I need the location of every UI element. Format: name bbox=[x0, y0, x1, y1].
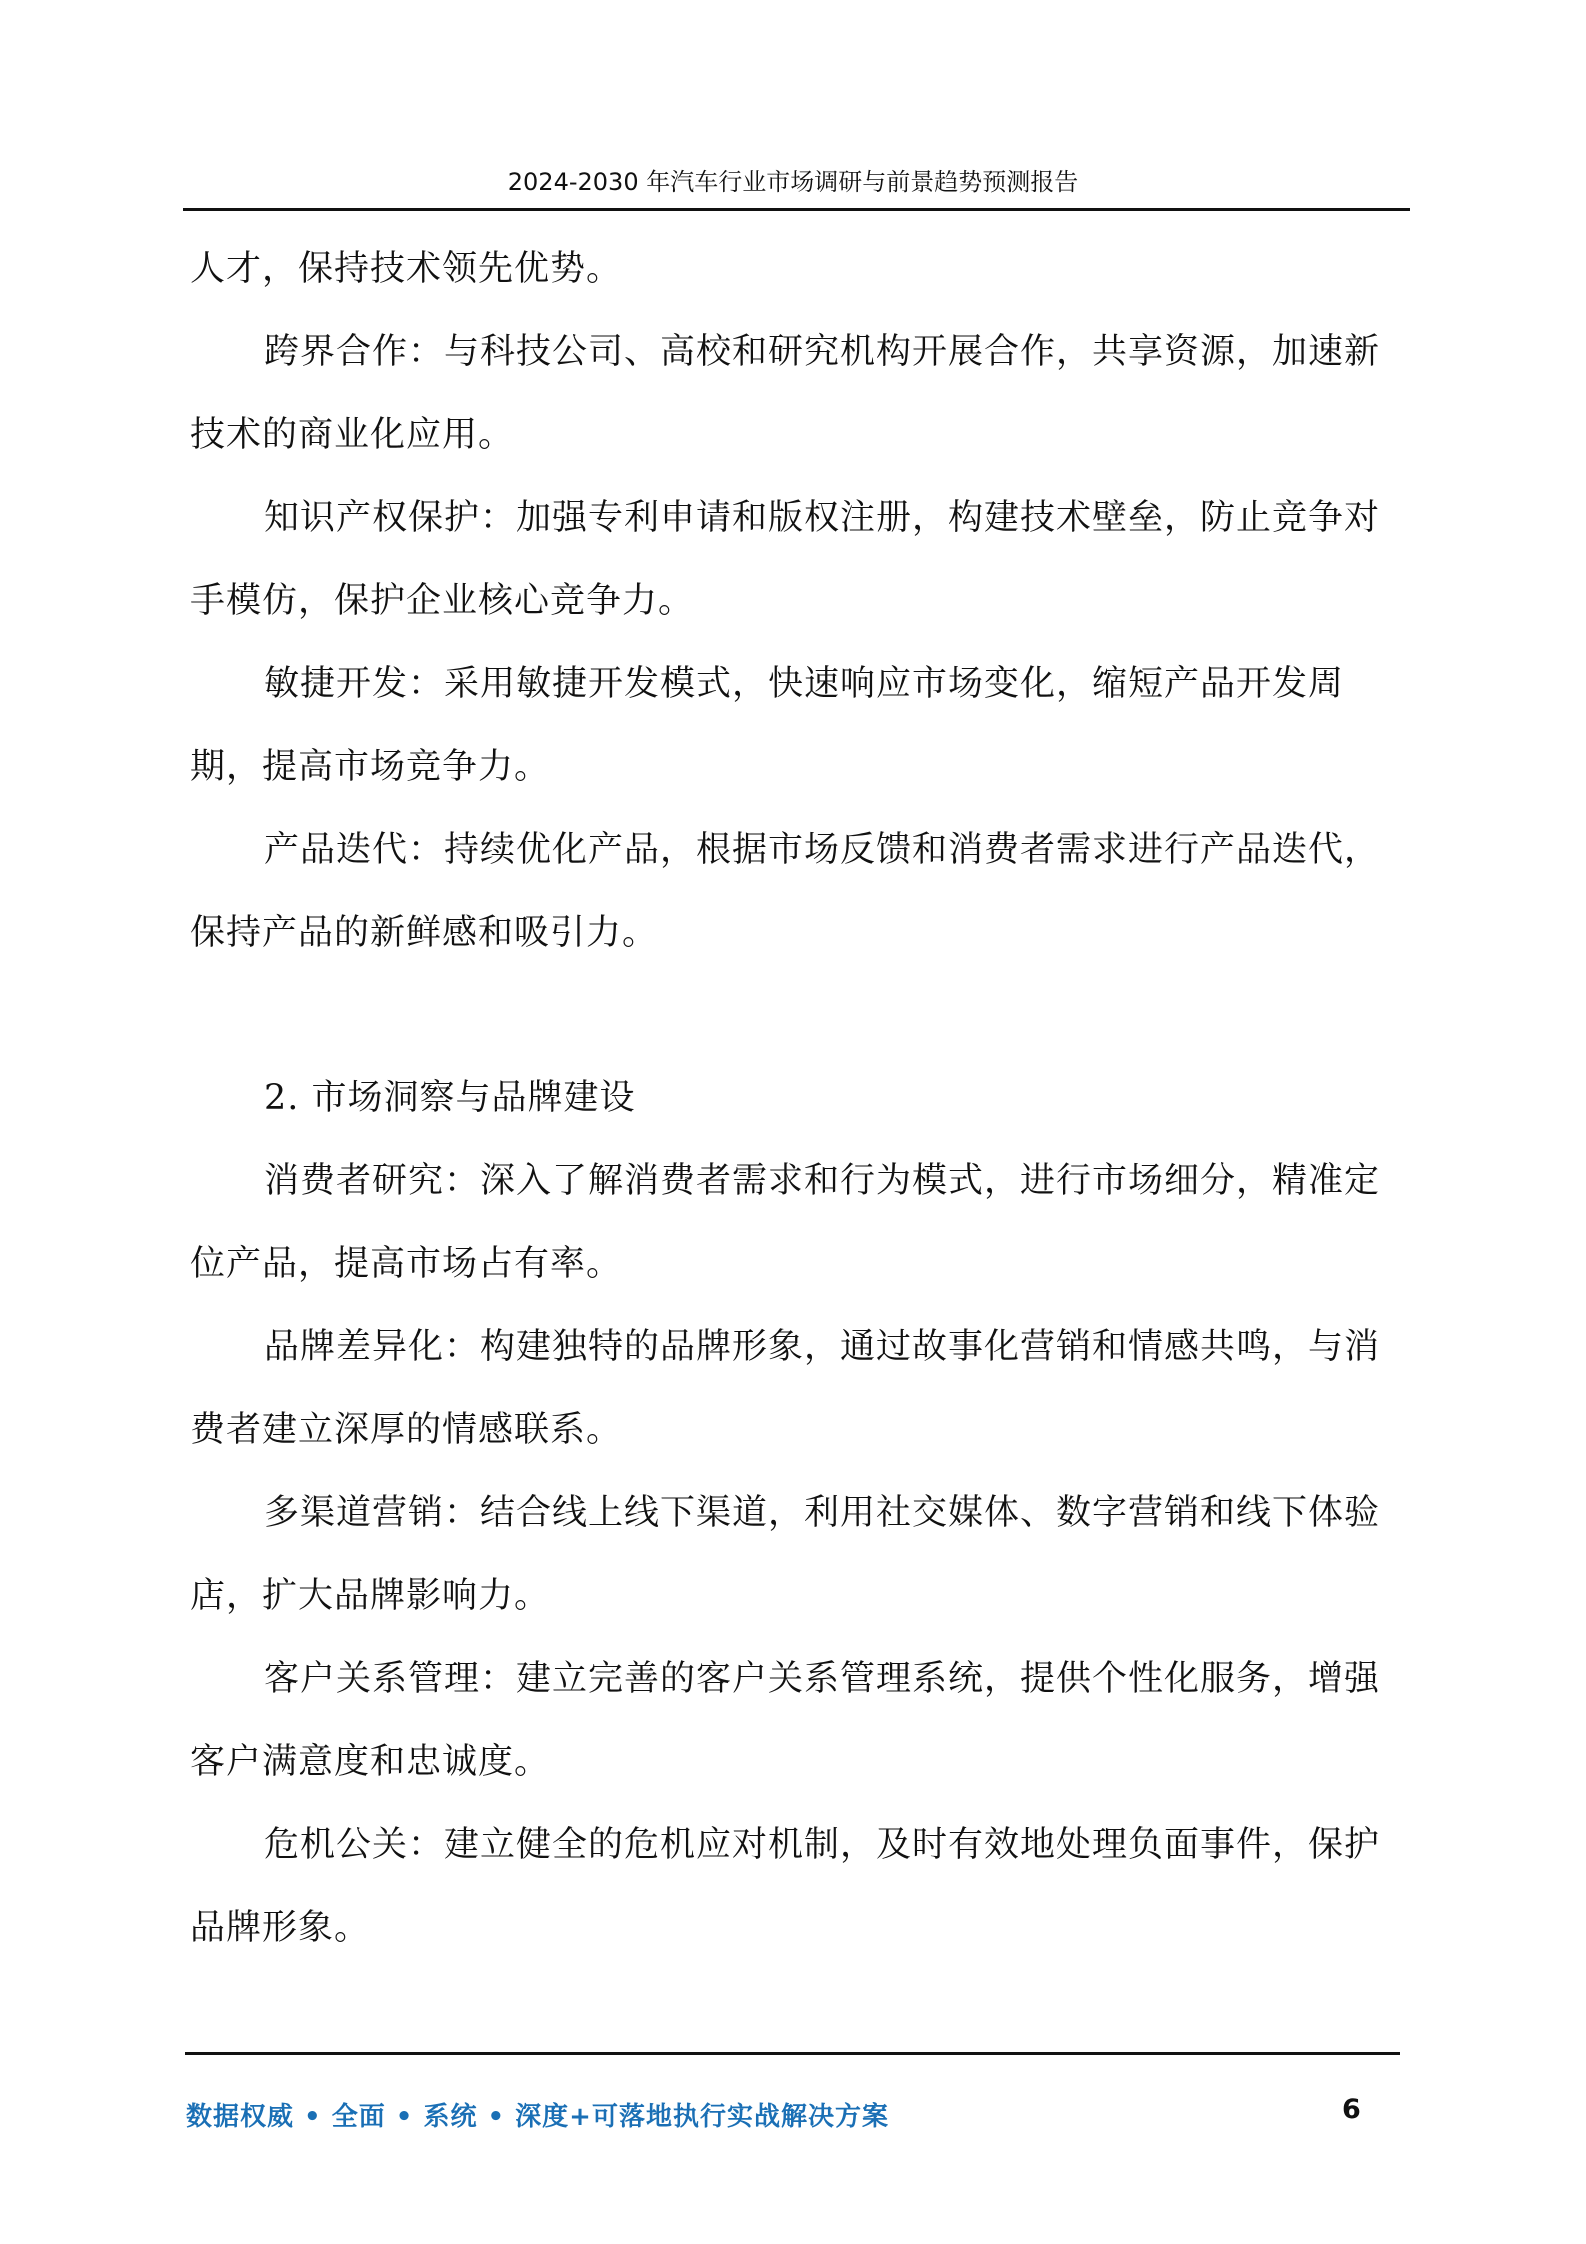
paragraph: 产品迭代：持续优化产品，根据市场反馈和消费者需求进行产品迭代，保持产品的新鲜感和吸引力。 bbox=[190, 830, 1381, 953]
paragraph: 品牌差异化：构建独特的品牌形象，通过故事化营销和情感共鸣，与消费者建立深厚的情感联系。 bbox=[190, 1327, 1381, 1450]
section-heading: 2. 市场洞察与品牌建设 bbox=[264, 1078, 636, 1118]
paragraph: 人才，保持技术领先优势。 bbox=[190, 249, 623, 289]
paragraph: 多渠道营销：结合线上线下渠道，利用社交媒体、数字营销和线下体验店，扩大品牌影响力。 bbox=[190, 1493, 1381, 1616]
paragraph: 敏捷开发：采用敏捷开发模式，快速响应市场变化，缩短产品开发周期，提高市场竞争力。 bbox=[190, 664, 1345, 787]
paragraph: 消费者研究：深入了解消费者需求和行为模式，进行市场细分，精准定位产品，提高市场占有率。 bbox=[190, 1161, 1381, 1284]
paragraph: 危机公关：建立健全的危机应对机制，及时有效地处理负面事件，保护品牌形象。 bbox=[190, 1825, 1381, 1948]
header-divider bbox=[183, 208, 1410, 211]
paragraph: 客户关系管理：建立完善的客户关系管理系统，提供个性化服务，增强客户满意度和忠诚度。 bbox=[190, 1659, 1381, 1782]
footer-divider bbox=[185, 2052, 1400, 2055]
document-body bbox=[190, 228, 1395, 1970]
page-number: 6 bbox=[1342, 2094, 1361, 2125]
footer-slogan: 数据权威 • 全面 • 系统 • 深度+可落地执行实战解决方案 bbox=[186, 2102, 889, 2132]
paragraph: 跨界合作：与科技公司、高校和研究机构开展合作，共享资源，加速新技术的商业化应用。 bbox=[190, 332, 1381, 455]
page-header-title: 2024-2030 年汽车行业市场调研与前景趋势预测报告 bbox=[507, 168, 1079, 196]
spacer bbox=[190, 975, 1395, 1057]
paragraph: 知识产权保护：加强专利申请和版权注册，构建技术壁垒，防止竞争对手模仿，保护企业核心竞争力。 bbox=[190, 498, 1381, 621]
